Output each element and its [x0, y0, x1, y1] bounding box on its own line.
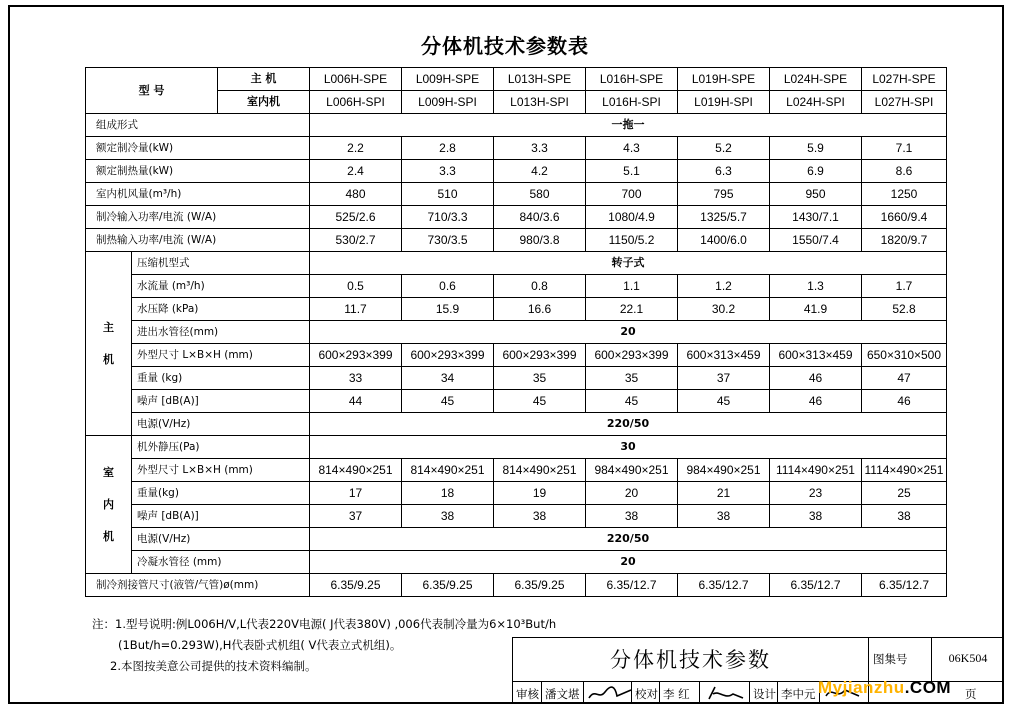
value-cell: 6.35/12.7	[678, 574, 770, 597]
value-cell: 20	[586, 482, 678, 505]
sheet-name: 分体机技术参数	[610, 648, 771, 672]
row-label: 外型尺寸 L×B×H (mm)	[132, 344, 310, 367]
value-cell: 6.35/9.25	[310, 574, 402, 597]
value-cell: 795	[678, 183, 770, 206]
section-label-char: 室	[103, 465, 114, 479]
section-label-char: 机	[103, 352, 114, 366]
title-block-divider	[931, 638, 932, 681]
value-cell: 1660/9.4	[862, 206, 947, 229]
reviewer-name: 潘文堪	[545, 687, 580, 701]
indoor-model: L013H-SPI	[494, 91, 586, 114]
value-cell: 6.35/12.7	[862, 574, 947, 597]
table-row	[86, 321, 947, 344]
row-label: 组成形式	[86, 114, 310, 137]
table-row	[86, 367, 947, 390]
value-cell: 46	[862, 390, 947, 413]
value-cell: 19	[494, 482, 586, 505]
indoor-model: L027H-SPI	[862, 91, 947, 114]
value-cell: 16.6	[494, 298, 586, 321]
table-row	[86, 574, 947, 597]
value-cell: 600×293×399	[586, 344, 678, 367]
value-cell: 1820/9.7	[862, 229, 947, 252]
value-cell: 4.3	[586, 137, 678, 160]
page-title: 分体机技术参数表	[421, 34, 589, 58]
row-label: 制冷剂接管尺寸(液管/气管)ø(mm)	[86, 574, 310, 597]
atlas-number: 06K504	[948, 651, 988, 665]
merged-value: 一拖一	[310, 114, 947, 137]
row-label: 压缩机型式	[132, 252, 310, 275]
value-cell: 21	[678, 482, 770, 505]
value-cell: 710/3.3	[402, 206, 494, 229]
value-cell: 22.1	[586, 298, 678, 321]
value-cell: 15.9	[402, 298, 494, 321]
title-block-divider	[868, 638, 869, 681]
value-cell: 45	[402, 390, 494, 413]
sig-divider	[749, 682, 750, 704]
indoor-model: L016H-SPI	[586, 91, 678, 114]
value-cell: 2.4	[310, 160, 402, 183]
indoor-model: L019H-SPI	[678, 91, 770, 114]
value-cell: 37	[678, 367, 770, 390]
row-label: 水压降 (kPa)	[132, 298, 310, 321]
value-cell: 2.8	[402, 137, 494, 160]
value-cell: 600×293×399	[402, 344, 494, 367]
page-label: 页	[965, 687, 977, 701]
merged-value: 转子式	[310, 252, 947, 275]
value-cell: 34	[402, 367, 494, 390]
value-cell: 1250	[862, 183, 947, 206]
value-cell: 38	[770, 505, 862, 528]
value-cell: 3.3	[402, 160, 494, 183]
section-label-char: 内	[103, 497, 114, 511]
value-cell: 41.9	[770, 298, 862, 321]
value-cell: 530/2.7	[310, 229, 402, 252]
value-cell: 730/3.5	[402, 229, 494, 252]
value-cell: 1325/5.7	[678, 206, 770, 229]
reviewer-signature	[587, 684, 633, 702]
watermark-part: My	[818, 678, 843, 697]
value-cell: 7.1	[862, 137, 947, 160]
table-row	[86, 482, 947, 505]
value-cell: 600×313×459	[678, 344, 770, 367]
value-cell: 600×293×399	[494, 344, 586, 367]
table-row	[86, 551, 947, 574]
value-cell: 6.9	[770, 160, 862, 183]
value-cell: 38	[402, 505, 494, 528]
row-label: 重量 (kg)	[132, 367, 310, 390]
value-cell: 46	[770, 390, 862, 413]
sig-divider	[699, 682, 700, 704]
row-label: 制冷输入功率/电流 (W/A)	[86, 206, 310, 229]
value-cell: 600×313×459	[770, 344, 862, 367]
value-cell: 11.7	[310, 298, 402, 321]
row-label: 电源(V/Hz)	[132, 413, 310, 436]
review-label: 审核	[516, 687, 539, 701]
value-cell: 25	[862, 482, 947, 505]
row-label: 外型尺寸 L×B×H (mm)	[132, 459, 310, 482]
value-cell: 1.7	[862, 275, 947, 298]
value-cell: 44	[310, 390, 402, 413]
value-cell: 46	[770, 367, 862, 390]
value-cell: 1114×490×251	[770, 459, 862, 482]
value-cell: 38	[862, 505, 947, 528]
value-cell: 35	[586, 367, 678, 390]
value-cell: 984×490×251	[678, 459, 770, 482]
value-cell: 950	[770, 183, 862, 206]
value-cell: 814×490×251	[494, 459, 586, 482]
sig-divider	[541, 682, 542, 704]
value-cell: 1080/4.9	[586, 206, 678, 229]
row-label: 重量(kg)	[132, 482, 310, 505]
outdoor-model: L019H-SPE	[678, 68, 770, 91]
notes	[92, 614, 556, 677]
merged-value: 20	[310, 551, 947, 574]
value-cell: 814×490×251	[310, 459, 402, 482]
value-cell: 525/2.6	[310, 206, 402, 229]
value-cell: 23	[770, 482, 862, 505]
indoor-label: 室内机	[218, 91, 310, 114]
value-cell: 33	[310, 367, 402, 390]
row-label: 冷凝水管径 (mm)	[132, 551, 310, 574]
value-cell: 1150/5.2	[586, 229, 678, 252]
row-label: 噪声 [dB(A)]	[132, 390, 310, 413]
row-label: 机外静压(Pa)	[132, 436, 310, 459]
merged-value: 20	[310, 321, 947, 344]
value-cell: 47	[862, 367, 947, 390]
value-cell: 45	[494, 390, 586, 413]
outdoor-model: L024H-SPE	[770, 68, 862, 91]
outdoor-model: L009H-SPE	[402, 68, 494, 91]
indoor-model: L009H-SPI	[402, 91, 494, 114]
value-cell: 700	[586, 183, 678, 206]
header-row-outdoor	[86, 68, 947, 91]
value-cell: 1400/6.0	[678, 229, 770, 252]
value-cell: 4.2	[494, 160, 586, 183]
type-label: 型 号	[86, 68, 218, 114]
value-cell: 840/3.6	[494, 206, 586, 229]
row-label: 水流量 (m³/h)	[132, 275, 310, 298]
designer-name: 李中元	[781, 687, 816, 701]
section-label-char: 机	[103, 529, 114, 543]
checker-signature	[703, 684, 749, 702]
value-cell: 6.3	[678, 160, 770, 183]
table-row	[86, 275, 947, 298]
outdoor-label: 主 机	[218, 68, 310, 91]
sig-divider	[631, 682, 632, 704]
value-cell: 5.2	[678, 137, 770, 160]
value-cell: 6.35/12.7	[586, 574, 678, 597]
watermark	[818, 678, 951, 698]
value-cell: 52.8	[862, 298, 947, 321]
value-cell: 6.35/12.7	[770, 574, 862, 597]
value-cell: 30.2	[678, 298, 770, 321]
table-row	[86, 298, 947, 321]
value-cell: 650×310×500	[862, 344, 947, 367]
value-cell: 17	[310, 482, 402, 505]
indoor-model: L006H-SPI	[310, 91, 402, 114]
watermark-part: jianzhu	[842, 678, 905, 697]
value-cell: 45	[586, 390, 678, 413]
design-label: 设计	[753, 687, 776, 701]
table-row	[86, 528, 947, 551]
section-label	[86, 252, 132, 436]
value-cell: 6.35/9.25	[494, 574, 586, 597]
watermark-part: .COM	[904, 678, 952, 697]
value-cell: 814×490×251	[402, 459, 494, 482]
value-cell: 1550/7.4	[770, 229, 862, 252]
merged-value: 30	[310, 436, 947, 459]
indoor-model: L024H-SPI	[770, 91, 862, 114]
note-line-2: (1But/h=0.293W),H代表卧式机组( V代表立式机组)。	[118, 638, 402, 652]
table-row	[86, 413, 947, 436]
value-cell: 45	[678, 390, 770, 413]
value-cell: 510	[402, 183, 494, 206]
value-cell: 984×490×251	[586, 459, 678, 482]
merged-value: 220/50	[310, 528, 947, 551]
section-label-char: 主	[103, 320, 114, 334]
note-line-1: 注：1.型号说明:例L006H/V,L代表220V电源( J代表380V) ,006代表制冷量为6×10³But/h	[92, 617, 557, 631]
table-row	[86, 229, 947, 252]
row-label: 电源(V/Hz)	[132, 528, 310, 551]
value-cell: 18	[402, 482, 494, 505]
row-label: 制热输入功率/电流 (W/A)	[86, 229, 310, 252]
row-label: 进出水管径(mm)	[132, 321, 310, 344]
outdoor-model: L013H-SPE	[494, 68, 586, 91]
value-cell: 38	[586, 505, 678, 528]
table-row	[86, 436, 947, 459]
merged-value: 220/50	[310, 413, 947, 436]
table-row	[86, 390, 947, 413]
value-cell: 0.6	[402, 275, 494, 298]
checker-name: 李 红	[663, 687, 690, 701]
value-cell: 1114×490×251	[862, 459, 947, 482]
sig-divider	[659, 682, 660, 704]
value-cell: 1.1	[586, 275, 678, 298]
note-line-3: 2.本图按美意公司提供的技术资料编制。	[110, 659, 317, 673]
table-row	[86, 252, 947, 275]
value-cell: 5.1	[586, 160, 678, 183]
sig-divider	[583, 682, 584, 704]
value-cell: 5.9	[770, 137, 862, 160]
value-cell: 38	[494, 505, 586, 528]
value-cell: 37	[310, 505, 402, 528]
value-cell: 2.2	[310, 137, 402, 160]
value-cell: 1430/7.1	[770, 206, 862, 229]
value-cell: 38	[678, 505, 770, 528]
table-row	[86, 344, 947, 367]
value-cell: 1.3	[770, 275, 862, 298]
outdoor-model: L027H-SPE	[862, 68, 947, 91]
atlas-label: 图集号	[873, 652, 908, 666]
sig-divider	[777, 682, 778, 704]
value-cell: 600×293×399	[310, 344, 402, 367]
check-label: 校对	[635, 687, 658, 701]
outdoor-model: L016H-SPE	[586, 68, 678, 91]
table-row	[86, 206, 947, 229]
table-row	[86, 114, 947, 137]
value-cell: 8.6	[862, 160, 947, 183]
table-row	[86, 137, 947, 160]
value-cell: 6.35/9.25	[402, 574, 494, 597]
value-cell: 3.3	[494, 137, 586, 160]
value-cell: 35	[494, 367, 586, 390]
value-cell: 0.8	[494, 275, 586, 298]
table-row	[86, 183, 947, 206]
outdoor-model: L006H-SPE	[310, 68, 402, 91]
row-label: 额定制冷量(kW)	[86, 137, 310, 160]
row-label: 额定制热量(kW)	[86, 160, 310, 183]
value-cell: 980/3.8	[494, 229, 586, 252]
value-cell: 1.2	[678, 275, 770, 298]
section-label	[86, 436, 132, 574]
row-label: 室内机风量(m³/h)	[86, 183, 310, 206]
value-cell: 580	[494, 183, 586, 206]
row-label: 噪声 [dB(A)]	[132, 505, 310, 528]
spec-table	[85, 67, 947, 597]
table-row	[86, 459, 947, 482]
table-row	[86, 505, 947, 528]
value-cell: 0.5	[310, 275, 402, 298]
value-cell: 480	[310, 183, 402, 206]
table-row	[86, 160, 947, 183]
